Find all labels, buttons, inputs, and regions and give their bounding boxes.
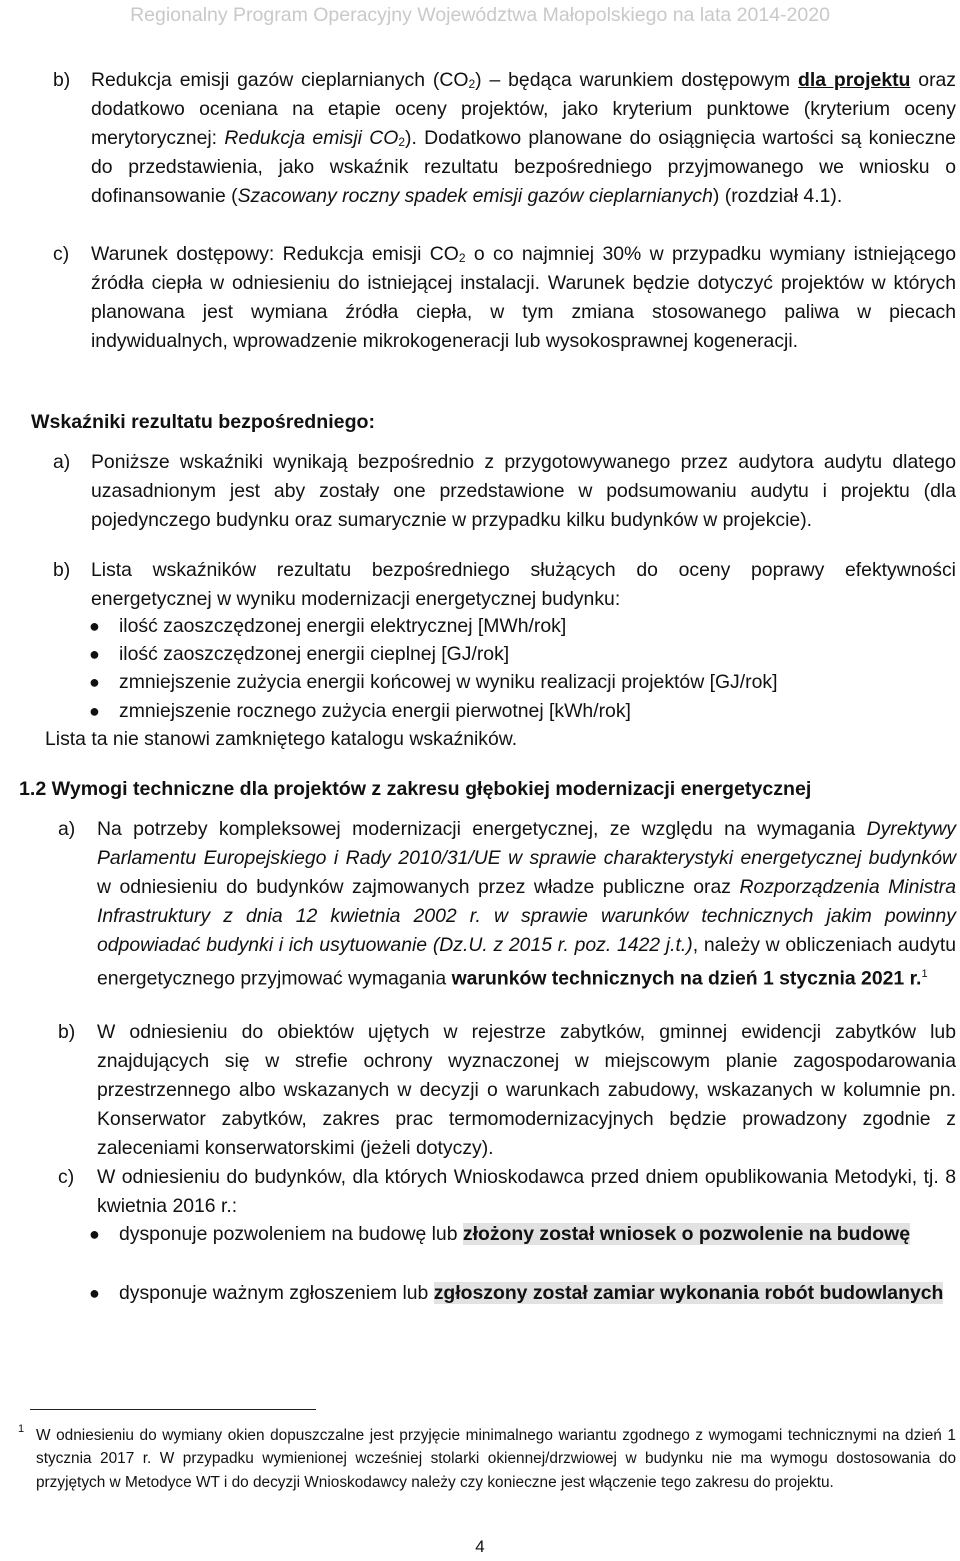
list-label-a: a)	[53, 451, 71, 473]
footnote-ref: 1	[921, 968, 928, 980]
bullet-icon: ●	[89, 644, 100, 664]
list-label-b: b)	[53, 69, 71, 91]
footnote-separator	[30, 1409, 316, 1410]
indicator-bullet: ilość zaoszczędzonej energii cieplnej [GJ/rok]	[119, 643, 510, 665]
paragraph-indicators-a: Poniższe wskaźniki wynikają bezpośrednio z przygotowywanego przez audytora audytu dlatego uzasadnionym jest aby zostały one przedstawione w podsumowaniu audytu i projektu (dla pojedynczego budynku oraz sumarycznie w przypadku kilku budynków w projekcie).	[91, 451, 956, 531]
list-label-a: a)	[58, 818, 76, 840]
list-label-b: b)	[58, 1021, 76, 1043]
indicator-bullet: zmniejszenie zużycia energii końcowej w wyniku realizacji projektów [GJ/rok]	[119, 671, 778, 693]
indicator-bullet: zmniejszenie rocznego zużycia energii pierwotnej [kWh/rok]	[119, 700, 631, 722]
section-heading-1-2: 1.2 Wymogi techniczne dla projektów z zakresu głębokiej modernizacji energetycznej	[19, 778, 812, 800]
footnote-mark: 1	[18, 1423, 25, 1435]
section-heading-indicators: Wskaźniki rezultatu bezpośredniego:	[31, 411, 376, 433]
condition-bullet-notification: dysponuje ważnym zgłoszeniem lub zgłoszony został zamiar wykonania robót budowlanych	[119, 1282, 944, 1304]
paragraph-1-2-a: Na potrzeby kompleksowej modernizacji energetycznej, ze względu na wymagania Dyrektywy Parlamentu Europejskiego i Rady 2010/31/UE w sprawie charakterystyki energetycznej budynków w odniesieniu do budynków zajmowanych przez władze publiczne oraz Rozporządzenia Ministra Infrastruktury z dnia 12 kwietnia 2002 r. w sprawie warunków technicznych jakim powinny odpowiadać budynki i ich usytuowanie (Dz.U. z 2015 r. poz. 1422 j.t.), należy w obliczeniach audytu energetycznego przyjmować wymagania warunków technicznych na dzień 1 stycznia 2021 r.$^1$	[97, 818, 956, 990]
footnote	[18, 1424, 956, 1494]
bullet-icon: ●	[89, 672, 100, 692]
paragraph-b-reduction: Redukcja emisji gazów cieplarnianych $(CO_2)$ – będąca warunkiem dostępowym dla projektu oraz dodatkowo oceniana na etapie oceny projektów, jako kryterium punktowe (kryterium oceny merytorycznej: Redukcja emisji $CO_2$). Dodatkowo planowane do osiągnięcia wartości są konieczne do przedstawienia, jako wskaźnik rezultatu bezpośredniego przyjmowanego we wniosku o dofinansowanie (Szacowany roczny spadek emisji gazów cieplarnianych) (rozdział 4.1).	[91, 69, 957, 207]
list-label-c: c)	[58, 1166, 75, 1188]
paragraph-1-2-b: W odniesieniu do obiektów ujętych w rejestrze zabytków, gminnej ewidencji zabytków lub znajdujących się w strefie ochrony wyznaczonej w miejscowym planie zagospodarowania przestrzennego albo wskazanych w decyzji o warunkach zabudowy, wskazanych w kolumnie pn. Konserwator zabytków, zakres prac termomodernizacyjnych będzie prowadzony zgodnie z zaleceniami konserwatorskimi (jeżeli dotyczy).	[97, 1021, 956, 1159]
bullet-icon: ●	[89, 1283, 100, 1303]
bullet-icon: ●	[89, 616, 100, 636]
list-label-b: b)	[53, 559, 71, 581]
bullet-icon: ●	[89, 701, 100, 721]
list-label-c: c)	[53, 243, 70, 265]
footnote-text: W odniesieniu do wymiany okien dopuszczalne jest przyjęcie minimalnego wariantu zgodnego z wymogami technicznymi na dzień 1 stycznia 2017 r. W przypadku wymienionej wcześniej stolarki okiennej/drzwiowej w budynku nie ma wymogu dostosowania do przyjętych w Metodyce WT i do decyzji Wnioskodawcy należy czy konieczne jest włączenie tego zakresu do projektu.	[36, 1427, 956, 1491]
bullet-icon: ●	[89, 1224, 100, 1244]
condition-bullet-permit: dysponuje pozwoleniem na budowę lub złożony został wniosek o pozwolenie na budowę	[119, 1223, 910, 1245]
paragraph-indicators-b: Lista wskaźników rezultatu bezpośredniego służących do oceny poprawy efektywności energetycznej w wyniku modernizacji energetycznej budynku:	[91, 559, 956, 610]
indicators-closing-note: Lista ta nie stanowi zamkniętego katalogu wskaźników.	[45, 728, 518, 750]
running-header: Regionalny Program Operacyjny Województwa Małopolskiego na lata 2014-2020	[130, 4, 830, 26]
indicator-bullet: ilość zaoszczędzonej energii elektrycznej [MWh/rok]	[119, 615, 567, 637]
paragraph-1-2-c: W odniesieniu do budynków, dla których Wnioskodawca przed dniem opublikowania Metodyki, tj. 8 kwietnia 2016 r.:	[97, 1166, 956, 1217]
paragraph-c-access-condition: Warunek dostępowy: Redukcja emisji $CO_2$ o co najmniej 30% w przypadku wymiany istniejącego źródła ciepła w odniesieniu do istniejącej instalacji. Warunek będzie dotyczyć projektów w których planowana jest wymiana źródła ciepła, w tym zmiana stosowanego paliwa w piecach indywidualnych, wprowadzenie mikrokogeneracji lub wysokosprawnej kogeneracji.	[91, 243, 956, 352]
page-number: 4	[475, 1537, 485, 1556]
